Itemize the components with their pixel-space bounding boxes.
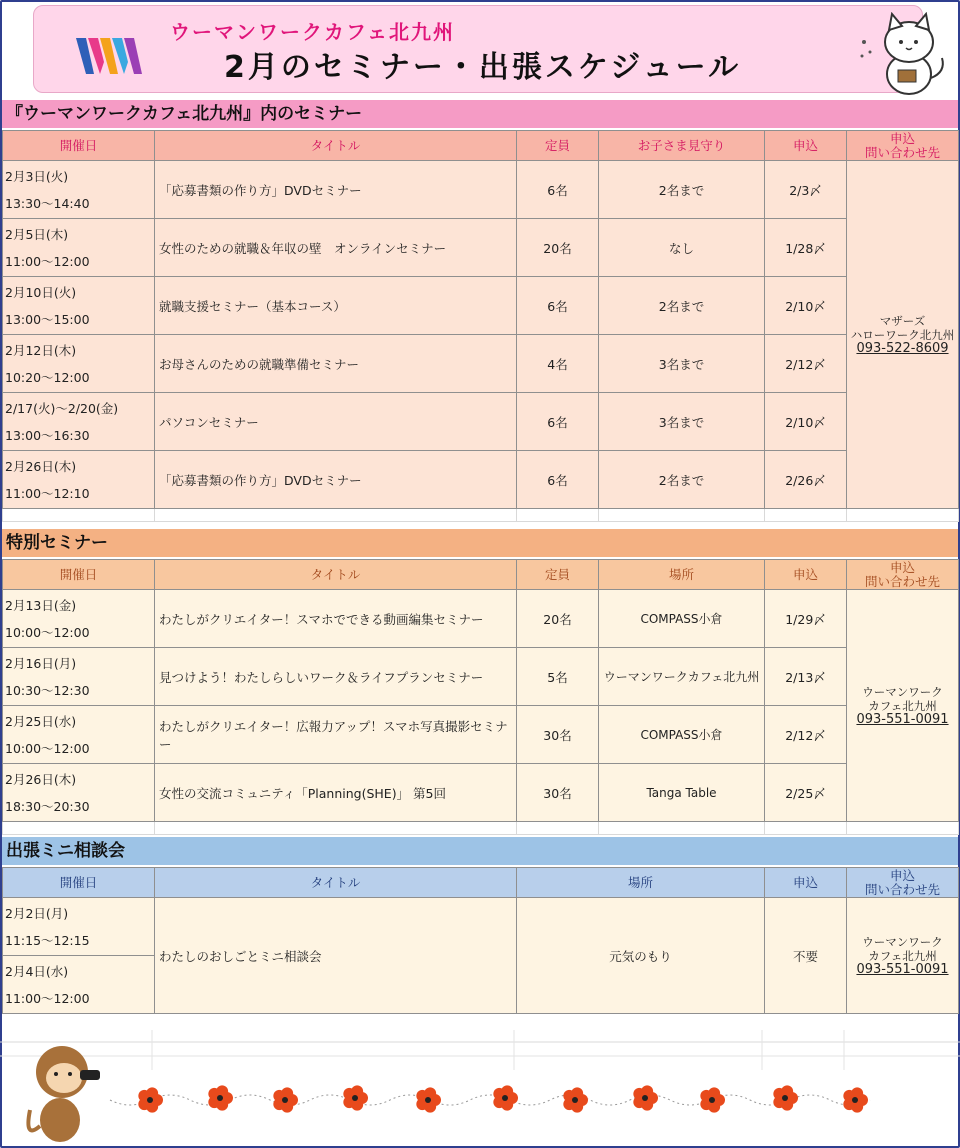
flower-icon bbox=[843, 1087, 868, 1112]
childcare-cell: 2名まで bbox=[599, 161, 765, 219]
contact-header-text: 申込 問い合わせ先 bbox=[864, 867, 940, 897]
header-banner bbox=[33, 5, 923, 93]
flower-icon bbox=[493, 1085, 518, 1110]
title-cell: 女性のための就職＆年収の壁 オンラインセミナー bbox=[155, 219, 517, 277]
apply-cell: 不要 bbox=[765, 898, 847, 1014]
deadline-cell: 2/25〆 bbox=[765, 764, 847, 822]
capacity-cell: 6名 bbox=[517, 277, 599, 335]
section-heading-consultation: 出張ミニ相談会 bbox=[2, 837, 958, 865]
title-cell: お母さんのための就職準備セミナー bbox=[155, 335, 517, 393]
date-text: 2月25日(水) bbox=[5, 713, 77, 729]
capacity-cell: 5名 bbox=[517, 648, 599, 706]
contact-line1: マザーズ bbox=[879, 313, 926, 328]
date-cell bbox=[3, 590, 155, 648]
place-cell: Tanga Table bbox=[599, 764, 765, 822]
time-text: 11:00～12:00 bbox=[5, 990, 90, 1006]
contact-line2: カフェ北九州 bbox=[868, 698, 937, 713]
table-row bbox=[3, 590, 959, 648]
childcare-cell: 2名まで bbox=[599, 451, 765, 509]
table-row bbox=[3, 764, 959, 822]
col-header-place: 場所 bbox=[599, 560, 765, 590]
time-text: 10:20～12:00 bbox=[5, 369, 90, 385]
date-cell bbox=[3, 764, 155, 822]
time-text: 18:30～20:30 bbox=[5, 798, 90, 814]
time-text: 10:30～12:30 bbox=[5, 682, 90, 698]
title-cell: わたしのおしごとミニ相談会 bbox=[155, 898, 517, 1014]
date-cell bbox=[3, 393, 155, 451]
internal-seminar-table bbox=[2, 130, 959, 522]
flower-icon bbox=[138, 1087, 163, 1112]
deadline-cell: 2/3〆 bbox=[765, 161, 847, 219]
childcare-cell: 3名まで bbox=[599, 335, 765, 393]
time-text: 11:00～12:00 bbox=[5, 253, 90, 269]
flower-icon-row bbox=[138, 1085, 868, 1112]
date-cell bbox=[3, 161, 155, 219]
contact-line2: カフェ北九州 bbox=[868, 948, 937, 963]
capacity-cell: 30名 bbox=[517, 706, 599, 764]
date-text: 2月10日(火) bbox=[5, 284, 77, 300]
contact-cell bbox=[847, 590, 959, 822]
date-cell bbox=[3, 898, 155, 956]
date-text: 2月4日(水) bbox=[5, 963, 69, 979]
table-row bbox=[3, 648, 959, 706]
contact-cell bbox=[847, 898, 959, 1014]
contact-phone-link[interactable]: 093-551-0091 bbox=[856, 711, 949, 727]
time-text: 13:00～15:00 bbox=[5, 311, 90, 327]
place-cell: COMPASS小倉 bbox=[599, 590, 765, 648]
flower-icon bbox=[208, 1085, 233, 1110]
childcare-cell: 2名まで bbox=[599, 277, 765, 335]
time-text: 10:00～12:00 bbox=[5, 624, 90, 640]
flower-icon bbox=[633, 1085, 658, 1110]
title-cell: わたしがクリエイター！スマホでできる動画編集セミナー bbox=[155, 590, 517, 648]
flower-icon bbox=[563, 1087, 588, 1112]
title-cell: 「応募書類の作り方」DVDセミナー bbox=[155, 161, 517, 219]
section-heading-internal: 『ウーマンワークカフェ北九州』内のセミナー bbox=[2, 100, 958, 128]
deadline-cell: 2/10〆 bbox=[765, 277, 847, 335]
table-row bbox=[3, 451, 959, 509]
deadline-cell: 2/13〆 bbox=[765, 648, 847, 706]
contact-phone-link[interactable]: 093-522-8609 bbox=[856, 340, 949, 356]
flower-icon bbox=[700, 1087, 725, 1112]
date-cell bbox=[3, 335, 155, 393]
title-cell: パソコンセミナー bbox=[155, 393, 517, 451]
time-text: 11:15～12:15 bbox=[5, 932, 90, 948]
table-header-row bbox=[3, 868, 959, 898]
deadline-cell: 2/10〆 bbox=[765, 393, 847, 451]
col-header-title: タイトル bbox=[155, 560, 517, 590]
col-header-contact bbox=[847, 868, 959, 898]
title-cell: 就職支援セミナー（基本コース） bbox=[155, 277, 517, 335]
col-header-contact bbox=[847, 131, 959, 161]
time-text: 13:00～16:30 bbox=[5, 427, 90, 443]
flower-icon bbox=[773, 1085, 798, 1110]
table-row bbox=[3, 898, 959, 956]
brand-logo-icon bbox=[74, 34, 146, 78]
contact-header-text: 申込 問い合わせ先 bbox=[864, 130, 940, 160]
deadline-cell: 1/28〆 bbox=[765, 219, 847, 277]
title-cell: わたしがクリエイター！広報力アップ！スマホ写真撮影セミナー bbox=[155, 706, 517, 764]
place-cell: 元気のもり bbox=[517, 898, 765, 1014]
deadline-cell: 2/12〆 bbox=[765, 706, 847, 764]
flower-icon bbox=[273, 1087, 298, 1112]
col-header-apply: 申込 bbox=[765, 131, 847, 161]
contact-line2: ハローワーク北九州 bbox=[850, 327, 955, 342]
title-cell: 「応募書類の作り方」DVDセミナー bbox=[155, 451, 517, 509]
childcare-cell: なし bbox=[599, 219, 765, 277]
capacity-cell: 30名 bbox=[517, 764, 599, 822]
col-header-apply: 申込 bbox=[765, 560, 847, 590]
date-text: 2月3日(火) bbox=[5, 168, 69, 184]
contact-cell bbox=[847, 161, 959, 509]
date-text: 2月2日(月) bbox=[5, 905, 69, 921]
cat-mascot-icon bbox=[854, 12, 954, 98]
date-text: 2月12日(木) bbox=[5, 342, 77, 358]
capacity-cell: 20名 bbox=[517, 590, 599, 648]
date-text: 2月26日(木) bbox=[5, 771, 77, 787]
contact-header-text: 申込 問い合わせ先 bbox=[864, 559, 940, 589]
contact-line1: ウーマンワーク bbox=[862, 934, 943, 949]
brand-name: ウーマンワークカフェ北九州 bbox=[170, 20, 455, 44]
table-header-row bbox=[3, 560, 959, 590]
monkey-mascot-icon bbox=[28, 1046, 100, 1142]
capacity-cell: 6名 bbox=[517, 161, 599, 219]
date-cell bbox=[3, 219, 155, 277]
capacity-cell: 20名 bbox=[517, 219, 599, 277]
table-row bbox=[3, 706, 959, 764]
deadline-cell: 2/26〆 bbox=[765, 451, 847, 509]
place-cell: ウーマンワークカフェ北九州 bbox=[599, 648, 765, 706]
date-cell bbox=[3, 277, 155, 335]
page-title: 2月のセミナー・出張スケジュール bbox=[224, 50, 742, 85]
title-cell: 女性の交流コミュニティ「Planning(SHE)」 第5回 bbox=[155, 764, 517, 822]
flower-icon bbox=[343, 1085, 368, 1110]
section-heading-special: 特別セミナー bbox=[2, 529, 958, 557]
time-text: 11:00～12:10 bbox=[5, 485, 90, 501]
date-cell bbox=[3, 648, 155, 706]
special-seminar-table bbox=[2, 559, 959, 835]
date-text: 2月5日(木) bbox=[5, 226, 69, 242]
col-header-place: 場所 bbox=[517, 868, 765, 898]
place-cell: COMPASS小倉 bbox=[599, 706, 765, 764]
deadline-cell: 1/29〆 bbox=[765, 590, 847, 648]
date-text: 2月13日(金) bbox=[5, 597, 77, 613]
table-row bbox=[3, 219, 959, 277]
date-text: 2月26日(木) bbox=[5, 458, 77, 474]
contact-line1: ウーマンワーク bbox=[862, 684, 943, 699]
col-header-date: 開催日 bbox=[3, 868, 155, 898]
time-text: 10:00～12:00 bbox=[5, 740, 90, 756]
time-text: 13:30～14:40 bbox=[5, 195, 90, 211]
deadline-cell: 2/12〆 bbox=[765, 335, 847, 393]
table-row bbox=[3, 277, 959, 335]
title-cell: 見つけよう！わたしらしいワーク＆ライフプランセミナー bbox=[155, 648, 517, 706]
capacity-cell: 4名 bbox=[517, 335, 599, 393]
date-cell bbox=[3, 451, 155, 509]
date-text: 2/17(火)～2/20(金) bbox=[5, 400, 119, 416]
table-row bbox=[3, 335, 959, 393]
contact-phone-link[interactable]: 093-551-0091 bbox=[856, 961, 949, 977]
col-header-capacity: 定員 bbox=[517, 131, 599, 161]
table-header-row bbox=[3, 131, 959, 161]
date-text: 2月16日(月) bbox=[5, 655, 77, 671]
capacity-cell: 6名 bbox=[517, 393, 599, 451]
col-header-title: タイトル bbox=[155, 131, 517, 161]
footer-decoration bbox=[0, 1030, 960, 1148]
col-header-contact bbox=[847, 560, 959, 590]
date-cell bbox=[3, 706, 155, 764]
consultation-table bbox=[2, 867, 959, 1014]
col-header-title: タイトル bbox=[155, 868, 517, 898]
capacity-cell: 6名 bbox=[517, 451, 599, 509]
table-row bbox=[3, 393, 959, 451]
table-row bbox=[3, 161, 959, 219]
col-header-date: 開催日 bbox=[3, 131, 155, 161]
col-header-childcare: お子さま見守り bbox=[599, 131, 765, 161]
childcare-cell: 3名まで bbox=[599, 393, 765, 451]
col-header-apply: 申込 bbox=[765, 868, 847, 898]
flower-icon bbox=[416, 1087, 441, 1112]
col-header-date: 開催日 bbox=[3, 560, 155, 590]
col-header-capacity: 定員 bbox=[517, 560, 599, 590]
date-cell bbox=[3, 956, 155, 1014]
